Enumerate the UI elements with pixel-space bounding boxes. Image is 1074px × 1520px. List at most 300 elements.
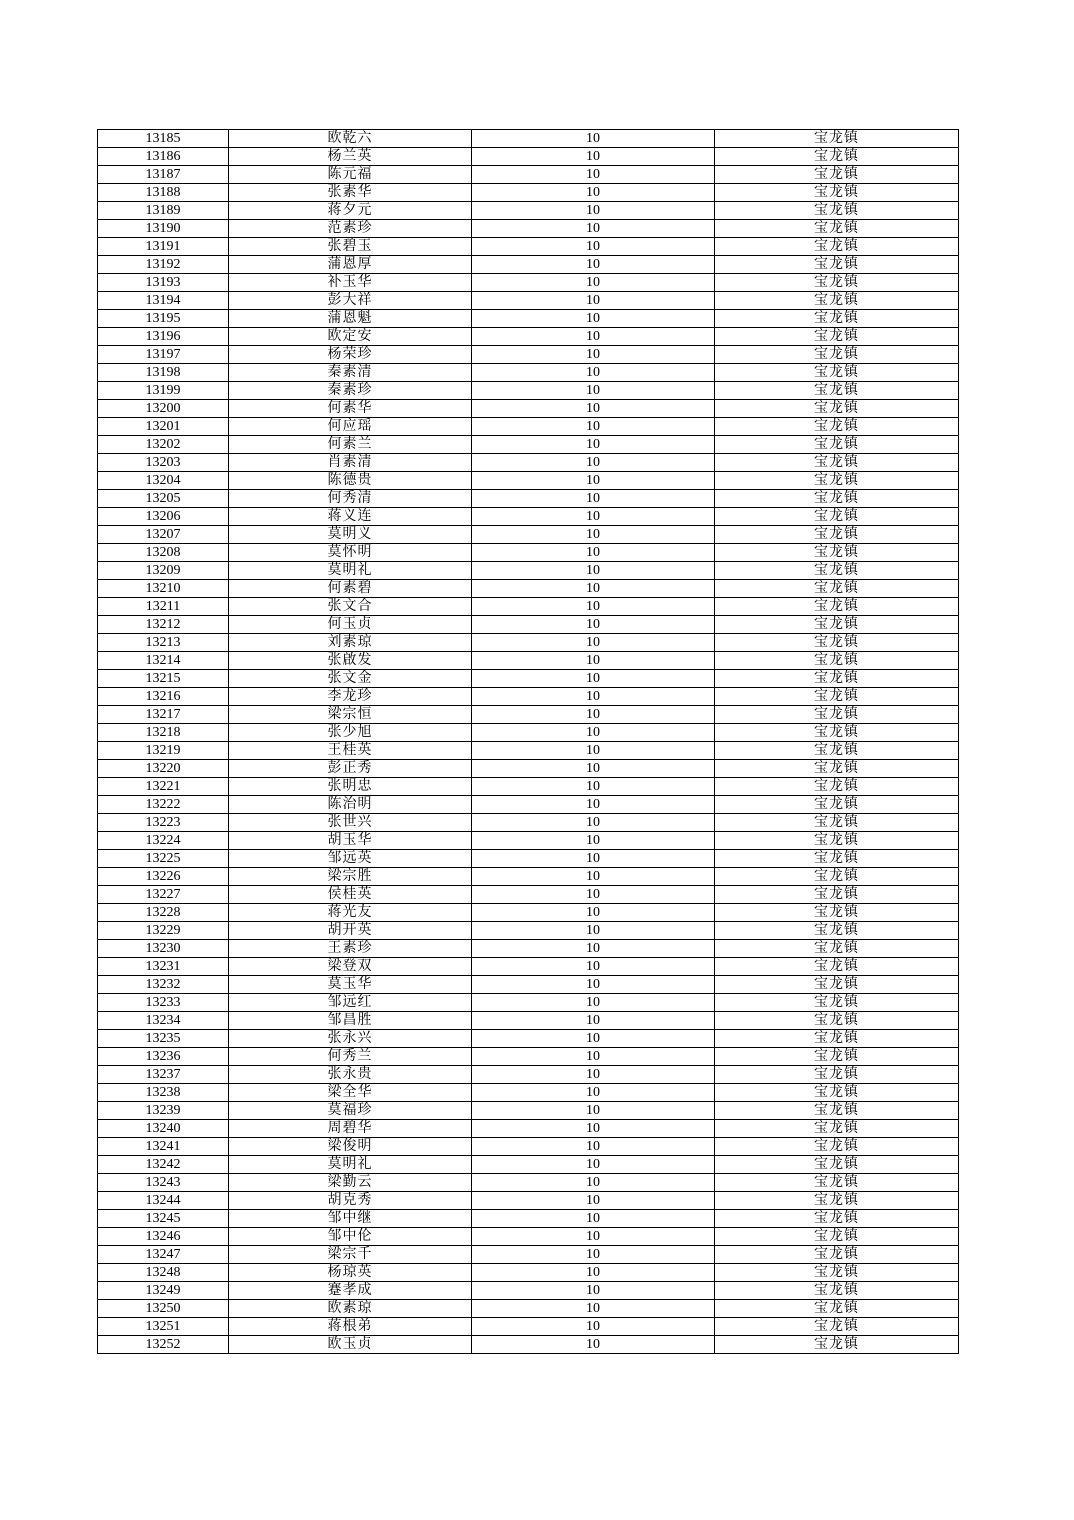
table-row [98, 940, 959, 958]
table-row [98, 220, 959, 238]
cell-id: 13196 [98, 328, 229, 346]
cell-amount: 10 [472, 202, 715, 220]
cell-name: 蒋夕元 [229, 202, 472, 220]
cell-amount: 10 [472, 1174, 715, 1192]
cell-name: 梁宗千 [229, 1246, 472, 1264]
cell-id: 13199 [98, 382, 229, 400]
table-body [98, 130, 959, 1354]
cell-amount: 10 [472, 850, 715, 868]
cell-name: 莫明礼 [229, 1156, 472, 1174]
cell-name: 梁宗恒 [229, 706, 472, 724]
cell-amount: 10 [472, 490, 715, 508]
cell-amount: 10 [472, 922, 715, 940]
cell-id: 13194 [98, 292, 229, 310]
cell-amount: 10 [472, 1012, 715, 1030]
table-row [98, 1138, 959, 1156]
cell-town: 宝龙镇 [715, 886, 959, 904]
table-row [98, 418, 959, 436]
cell-town: 宝龙镇 [715, 1120, 959, 1138]
cell-name: 邹中伦 [229, 1228, 472, 1246]
cell-town: 宝龙镇 [715, 1210, 959, 1228]
table-row [98, 796, 959, 814]
cell-name: 蒲恩魁 [229, 310, 472, 328]
cell-id: 13239 [98, 1102, 229, 1120]
cell-name: 蒋光友 [229, 904, 472, 922]
cell-name: 梁登双 [229, 958, 472, 976]
cell-id: 13208 [98, 544, 229, 562]
table-row [98, 562, 959, 580]
cell-id: 13244 [98, 1192, 229, 1210]
table-row [98, 724, 959, 742]
cell-name: 蒋根弟 [229, 1318, 472, 1336]
cell-name: 莫福珍 [229, 1102, 472, 1120]
cell-town: 宝龙镇 [715, 238, 959, 256]
cell-id: 13200 [98, 400, 229, 418]
cell-amount: 10 [472, 1210, 715, 1228]
cell-amount: 10 [472, 526, 715, 544]
cell-id: 13209 [98, 562, 229, 580]
cell-amount: 10 [472, 1336, 715, 1354]
cell-name: 何素华 [229, 400, 472, 418]
cell-town: 宝龙镇 [715, 940, 959, 958]
table-row [98, 688, 959, 706]
cell-name: 彭大祥 [229, 292, 472, 310]
cell-id: 13198 [98, 364, 229, 382]
cell-town: 宝龙镇 [715, 598, 959, 616]
cell-town: 宝龙镇 [715, 958, 959, 976]
cell-amount: 10 [472, 562, 715, 580]
table-row [98, 1300, 959, 1318]
cell-amount: 10 [472, 724, 715, 742]
cell-town: 宝龙镇 [715, 220, 959, 238]
cell-id: 13186 [98, 148, 229, 166]
cell-id: 13212 [98, 616, 229, 634]
cell-id: 13227 [98, 886, 229, 904]
cell-id: 13224 [98, 832, 229, 850]
cell-name: 何应瑶 [229, 418, 472, 436]
cell-town: 宝龙镇 [715, 1228, 959, 1246]
table-row [98, 670, 959, 688]
cell-name: 胡克秀 [229, 1192, 472, 1210]
table-row [98, 310, 959, 328]
cell-town: 宝龙镇 [715, 994, 959, 1012]
cell-amount: 10 [472, 958, 715, 976]
cell-town: 宝龙镇 [715, 1066, 959, 1084]
table-row [98, 238, 959, 256]
cell-town: 宝龙镇 [715, 688, 959, 706]
cell-id: 13192 [98, 256, 229, 274]
cell-amount: 10 [472, 1228, 715, 1246]
cell-amount: 10 [472, 1138, 715, 1156]
cell-amount: 10 [472, 328, 715, 346]
cell-id: 13190 [98, 220, 229, 238]
table-row [98, 760, 959, 778]
cell-name: 邹中继 [229, 1210, 472, 1228]
cell-id: 13207 [98, 526, 229, 544]
cell-town: 宝龙镇 [715, 364, 959, 382]
cell-id: 13210 [98, 580, 229, 598]
cell-amount: 10 [472, 760, 715, 778]
cell-town: 宝龙镇 [715, 1300, 959, 1318]
cell-amount: 10 [472, 814, 715, 832]
cell-id: 13238 [98, 1084, 229, 1102]
data-table [97, 129, 959, 1354]
table-row [98, 148, 959, 166]
table-row [98, 958, 959, 976]
table-row [98, 598, 959, 616]
cell-name: 张明忠 [229, 778, 472, 796]
cell-id: 13214 [98, 652, 229, 670]
cell-amount: 10 [472, 274, 715, 292]
cell-id: 13234 [98, 1012, 229, 1030]
cell-amount: 10 [472, 616, 715, 634]
cell-amount: 10 [472, 544, 715, 562]
cell-amount: 10 [472, 868, 715, 886]
cell-town: 宝龙镇 [715, 418, 959, 436]
cell-name: 邹远红 [229, 994, 472, 1012]
cell-amount: 10 [472, 292, 715, 310]
cell-id: 13250 [98, 1300, 229, 1318]
cell-town: 宝龙镇 [715, 670, 959, 688]
table-row [98, 436, 959, 454]
table-row [98, 508, 959, 526]
cell-amount: 10 [472, 1030, 715, 1048]
cell-town: 宝龙镇 [715, 1174, 959, 1192]
table-row [98, 1192, 959, 1210]
table-row [98, 616, 959, 634]
cell-id: 13222 [98, 796, 229, 814]
cell-name: 李龙珍 [229, 688, 472, 706]
cell-town: 宝龙镇 [715, 472, 959, 490]
cell-amount: 10 [472, 1084, 715, 1102]
table-row [98, 832, 959, 850]
table-row [98, 1066, 959, 1084]
cell-town: 宝龙镇 [715, 1048, 959, 1066]
cell-town: 宝龙镇 [715, 850, 959, 868]
cell-town: 宝龙镇 [715, 724, 959, 742]
cell-name: 莫明礼 [229, 562, 472, 580]
cell-town: 宝龙镇 [715, 400, 959, 418]
table-row [98, 742, 959, 760]
cell-town: 宝龙镇 [715, 544, 959, 562]
cell-town: 宝龙镇 [715, 490, 959, 508]
cell-name: 梁全华 [229, 1084, 472, 1102]
table-row [98, 1210, 959, 1228]
cell-amount: 10 [472, 940, 715, 958]
cell-name: 张永贵 [229, 1066, 472, 1084]
cell-town: 宝龙镇 [715, 130, 959, 148]
cell-name: 陈德贵 [229, 472, 472, 490]
cell-name: 何秀清 [229, 490, 472, 508]
cell-amount: 10 [472, 346, 715, 364]
table-row [98, 544, 959, 562]
cell-name: 王桂英 [229, 742, 472, 760]
cell-id: 13211 [98, 598, 229, 616]
cell-amount: 10 [472, 220, 715, 238]
cell-town: 宝龙镇 [715, 382, 959, 400]
cell-amount: 10 [472, 580, 715, 598]
cell-amount: 10 [472, 1120, 715, 1138]
cell-name: 莫玉华 [229, 976, 472, 994]
cell-name: 刘素琼 [229, 634, 472, 652]
cell-amount: 10 [472, 634, 715, 652]
table-row [98, 202, 959, 220]
cell-name: 欧玉贞 [229, 1336, 472, 1354]
cell-id: 13185 [98, 130, 229, 148]
cell-name: 张世兴 [229, 814, 472, 832]
cell-id: 13235 [98, 1030, 229, 1048]
cell-id: 13251 [98, 1318, 229, 1336]
table-row [98, 778, 959, 796]
cell-town: 宝龙镇 [715, 796, 959, 814]
cell-amount: 10 [472, 256, 715, 274]
table-row [98, 454, 959, 472]
table-row [98, 814, 959, 832]
cell-name: 邹远英 [229, 850, 472, 868]
cell-amount: 10 [472, 1300, 715, 1318]
cell-town: 宝龙镇 [715, 652, 959, 670]
cell-id: 13241 [98, 1138, 229, 1156]
cell-town: 宝龙镇 [715, 1156, 959, 1174]
cell-town: 宝龙镇 [715, 760, 959, 778]
cell-town: 宝龙镇 [715, 1030, 959, 1048]
cell-name: 陈治明 [229, 796, 472, 814]
table-row [98, 364, 959, 382]
table-row [98, 400, 959, 418]
cell-name: 张啟发 [229, 652, 472, 670]
cell-town: 宝龙镇 [715, 778, 959, 796]
cell-town: 宝龙镇 [715, 202, 959, 220]
table-row [98, 706, 959, 724]
cell-amount: 10 [472, 184, 715, 202]
table-row [98, 1264, 959, 1282]
cell-amount: 10 [472, 454, 715, 472]
cell-id: 13249 [98, 1282, 229, 1300]
cell-town: 宝龙镇 [715, 634, 959, 652]
cell-amount: 10 [472, 598, 715, 616]
cell-id: 13229 [98, 922, 229, 940]
cell-amount: 10 [472, 1282, 715, 1300]
cell-id: 13248 [98, 1264, 229, 1282]
cell-id: 13213 [98, 634, 229, 652]
cell-id: 13215 [98, 670, 229, 688]
cell-town: 宝龙镇 [715, 868, 959, 886]
cell-id: 13193 [98, 274, 229, 292]
cell-id: 13228 [98, 904, 229, 922]
cell-id: 13187 [98, 166, 229, 184]
cell-id: 13188 [98, 184, 229, 202]
cell-town: 宝龙镇 [715, 1192, 959, 1210]
cell-amount: 10 [472, 706, 715, 724]
cell-amount: 10 [472, 976, 715, 994]
table-row [98, 922, 959, 940]
cell-id: 13217 [98, 706, 229, 724]
cell-name: 王素珍 [229, 940, 472, 958]
cell-amount: 10 [472, 1048, 715, 1066]
table-row [98, 652, 959, 670]
cell-id: 13221 [98, 778, 229, 796]
cell-town: 宝龙镇 [715, 1138, 959, 1156]
table-row [98, 580, 959, 598]
table-row [98, 1120, 959, 1138]
cell-id: 13237 [98, 1066, 229, 1084]
cell-id: 13242 [98, 1156, 229, 1174]
cell-id: 13223 [98, 814, 229, 832]
cell-id: 13220 [98, 760, 229, 778]
table-row [98, 904, 959, 922]
cell-town: 宝龙镇 [715, 1102, 959, 1120]
cell-town: 宝龙镇 [715, 346, 959, 364]
cell-town: 宝龙镇 [715, 184, 959, 202]
cell-amount: 10 [472, 832, 715, 850]
cell-town: 宝龙镇 [715, 148, 959, 166]
cell-town: 宝龙镇 [715, 922, 959, 940]
cell-amount: 10 [472, 652, 715, 670]
cell-town: 宝龙镇 [715, 166, 959, 184]
table-row [98, 1012, 959, 1030]
table-row [98, 382, 959, 400]
cell-town: 宝龙镇 [715, 454, 959, 472]
table-row [98, 1102, 959, 1120]
cell-amount: 10 [472, 1264, 715, 1282]
cell-id: 13226 [98, 868, 229, 886]
cell-name: 何秀兰 [229, 1048, 472, 1066]
cell-id: 13191 [98, 238, 229, 256]
cell-amount: 10 [472, 400, 715, 418]
cell-id: 13236 [98, 1048, 229, 1066]
cell-id: 13246 [98, 1228, 229, 1246]
table-row [98, 346, 959, 364]
cell-amount: 10 [472, 886, 715, 904]
cell-amount: 10 [472, 742, 715, 760]
cell-name: 梁俊明 [229, 1138, 472, 1156]
cell-id: 13218 [98, 724, 229, 742]
cell-name: 欧素琼 [229, 1300, 472, 1318]
cell-amount: 10 [472, 310, 715, 328]
cell-name: 肖素清 [229, 454, 472, 472]
table-row [98, 526, 959, 544]
cell-town: 宝龙镇 [715, 292, 959, 310]
cell-id: 13206 [98, 508, 229, 526]
table-row [98, 850, 959, 868]
cell-amount: 10 [472, 1318, 715, 1336]
cell-name: 张文合 [229, 598, 472, 616]
cell-amount: 10 [472, 1156, 715, 1174]
cell-name: 杨琼英 [229, 1264, 472, 1282]
cell-id: 13231 [98, 958, 229, 976]
cell-id: 13204 [98, 472, 229, 490]
cell-id: 13240 [98, 1120, 229, 1138]
cell-town: 宝龙镇 [715, 1084, 959, 1102]
cell-name: 张永兴 [229, 1030, 472, 1048]
table-row [98, 1174, 959, 1192]
cell-town: 宝龙镇 [715, 274, 959, 292]
table-row [98, 1156, 959, 1174]
cell-amount: 10 [472, 1102, 715, 1120]
table-row [98, 274, 959, 292]
table-row [98, 1282, 959, 1300]
cell-name: 张素华 [229, 184, 472, 202]
cell-town: 宝龙镇 [715, 976, 959, 994]
cell-amount: 10 [472, 994, 715, 1012]
cell-name: 何素碧 [229, 580, 472, 598]
table-row [98, 1246, 959, 1264]
cell-name: 何素兰 [229, 436, 472, 454]
table-row [98, 1048, 959, 1066]
cell-name: 蒲恩厚 [229, 256, 472, 274]
table-row [98, 634, 959, 652]
cell-name: 范素珍 [229, 220, 472, 238]
cell-amount: 10 [472, 436, 715, 454]
cell-name: 莫怀明 [229, 544, 472, 562]
table-row [98, 1318, 959, 1336]
cell-town: 宝龙镇 [715, 904, 959, 922]
table-row [98, 490, 959, 508]
cell-name: 秦素珍 [229, 382, 472, 400]
table-row [98, 472, 959, 490]
cell-town: 宝龙镇 [715, 562, 959, 580]
cell-name: 蒋义连 [229, 508, 472, 526]
cell-town: 宝龙镇 [715, 436, 959, 454]
table-row [98, 292, 959, 310]
cell-name: 莫明义 [229, 526, 472, 544]
cell-amount: 10 [472, 778, 715, 796]
cell-town: 宝龙镇 [715, 580, 959, 598]
table-row [98, 1228, 959, 1246]
cell-amount: 10 [472, 1066, 715, 1084]
cell-id: 13225 [98, 850, 229, 868]
cell-amount: 10 [472, 166, 715, 184]
cell-name: 邹昌胜 [229, 1012, 472, 1030]
table-row [98, 1336, 959, 1354]
cell-name: 梁宗胜 [229, 868, 472, 886]
table-row [98, 328, 959, 346]
cell-amount: 10 [472, 508, 715, 526]
cell-name: 张碧玉 [229, 238, 472, 256]
cell-amount: 10 [472, 418, 715, 436]
cell-id: 13201 [98, 418, 229, 436]
cell-town: 宝龙镇 [715, 526, 959, 544]
cell-amount: 10 [472, 670, 715, 688]
cell-town: 宝龙镇 [715, 616, 959, 634]
cell-town: 宝龙镇 [715, 1264, 959, 1282]
cell-town: 宝龙镇 [715, 1012, 959, 1030]
cell-amount: 10 [472, 1246, 715, 1264]
table-row [98, 1084, 959, 1102]
cell-id: 13202 [98, 436, 229, 454]
table-row [98, 256, 959, 274]
cell-id: 13233 [98, 994, 229, 1012]
cell-amount: 10 [472, 1192, 715, 1210]
table-row [98, 886, 959, 904]
cell-id: 13245 [98, 1210, 229, 1228]
cell-name: 彭正秀 [229, 760, 472, 778]
cell-name: 欧乾六 [229, 130, 472, 148]
cell-id: 13247 [98, 1246, 229, 1264]
cell-town: 宝龙镇 [715, 310, 959, 328]
cell-town: 宝龙镇 [715, 742, 959, 760]
cell-name: 胡玉华 [229, 832, 472, 850]
cell-amount: 10 [472, 688, 715, 706]
cell-id: 13216 [98, 688, 229, 706]
cell-town: 宝龙镇 [715, 1246, 959, 1264]
cell-id: 13230 [98, 940, 229, 958]
cell-town: 宝龙镇 [715, 256, 959, 274]
cell-id: 13232 [98, 976, 229, 994]
cell-name: 陈元福 [229, 166, 472, 184]
cell-town: 宝龙镇 [715, 814, 959, 832]
cell-town: 宝龙镇 [715, 1318, 959, 1336]
